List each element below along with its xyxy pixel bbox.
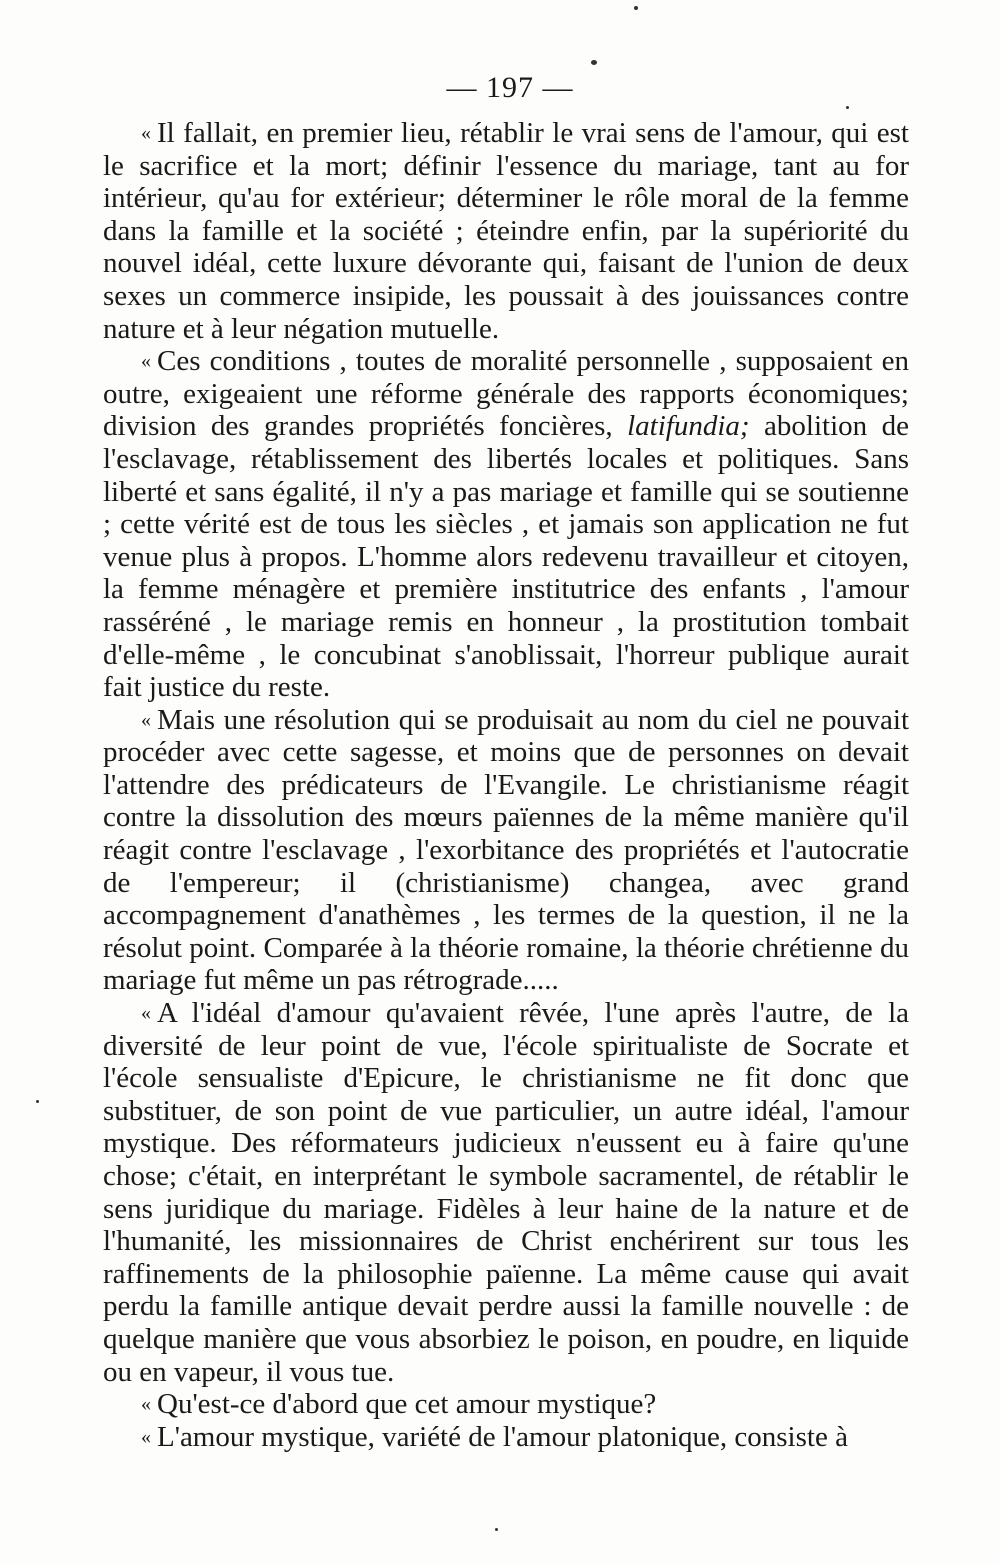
paragraph-text: Mais une résolution qui se produisait au nom du ciel ne pouvait procéder avec cette sagesse, et moins que de personnes on devait l'attendre des prédicateurs de l'Evangile. Le christianisme réagit contre la dissolution des mœurs païennes de la même manière qu'il réagit contre l'esclavage , l'exorbitance des propriétés et l'autocratie de l'empereur; il (christianisme) changea, avec grand accompagnement d'anathèmes , les termes de la question, il ne la résolut point. Comparée à la théorie romaine, la théorie chrétienne du mariage fut même un pas rétrograde..... (103, 703, 909, 997)
print-speck (495, 1528, 498, 1531)
print-speck (36, 1100, 39, 1103)
paragraph-3 (103, 704, 909, 997)
quote-mark: « (141, 708, 151, 731)
quote-mark: « (141, 350, 151, 373)
paragraph-text: Il fallait, en premier lieu, rétablir le vrai sens de l'amour, qui est le sacrifice et la mort; définir l'essence du mariage, tant au for intérieur, qu'au for extérieur; déterminer le rôle moral de la femme dans la famille et la société ; éteindre enfin, par la supériorité du nouvel idéal, cette luxure dévorante qui, faisant de l'union de deux sexes un commerce insipide, les poussait à des jouissances contre nature et à leur négation mutuelle. (103, 117, 909, 345)
paragraph-5 (103, 1388, 909, 1421)
italic-term: latifundia; (627, 410, 750, 443)
quote-mark: « (141, 122, 151, 144)
paragraph-4 (103, 997, 909, 1388)
paragraph-text: abolition de l'esclavage, rétablissement des libertés locales et politiques. Sans liberté et sans égalité, il n'y a pas mariage et famille qui se soutienne ; cette vérité est de tous les siècles , et jamais son application ne fut venue plus à propos. L'homme alors redevenu travailleur et citoyen, la femme ménagère et première institutrice des enfants , l'amour rasséréné , le mariage remis en honneur , la prostitution tombait d'elle-même , le concubinat s'anoblissait, l'horreur publique aurait fait justice du reste. (103, 410, 909, 704)
paragraph-text: L'amour mystique, variété de l'amour platonique, consiste à (157, 1420, 848, 1453)
paragraph-text: Ces conditions , toutes de moralité personnelle , supposaient en outre, exigeaient une réforme générale des rapports économiques; division des grandes propriétés foncières, (103, 345, 909, 443)
paragraph-1 (103, 117, 909, 345)
quote-mark: « (141, 1002, 151, 1025)
print-speck (634, 6, 638, 10)
quote-mark: « (141, 1393, 151, 1416)
paragraph-text: A l'idéal d'amour qu'avaient rêvée, l'une après l'autre, de la diversité de leur point de vue, l'école spiritualiste de Socrate et l'école sensualiste d'Epicure, le christianisme ne fit donc que substituer, de son point de vue particulier, un autre idéal, l'amour mystique. Des réformateurs judicieux n'eussent eu à faire qu'une chose; c'était, en interprétant le symbole sacramentel, de rétablir le sens juridique du mariage. Fidèles à leur haine de la nature et de l'humanité, les missionnaires de Christ enchérirent sur tous les raffinements de la philosophie païenne. La même cause qui avait perdu la famille antique devait perdre aussi la famille nouvelle : de quelque manière que vous absorbiez le poison, en poudre, en liquide ou en vapeur, il vous tue. (103, 997, 909, 1388)
paragraph-text: Qu'est-ce d'abord que cet amour mystique? (157, 1388, 657, 1421)
page-number: — 197 — (446, 71, 574, 104)
paragraph-2 (103, 345, 909, 704)
quote-mark: « (141, 1425, 151, 1448)
body-text (103, 117, 909, 1453)
print-speck (591, 60, 597, 65)
paragraph-6 (103, 1421, 909, 1454)
